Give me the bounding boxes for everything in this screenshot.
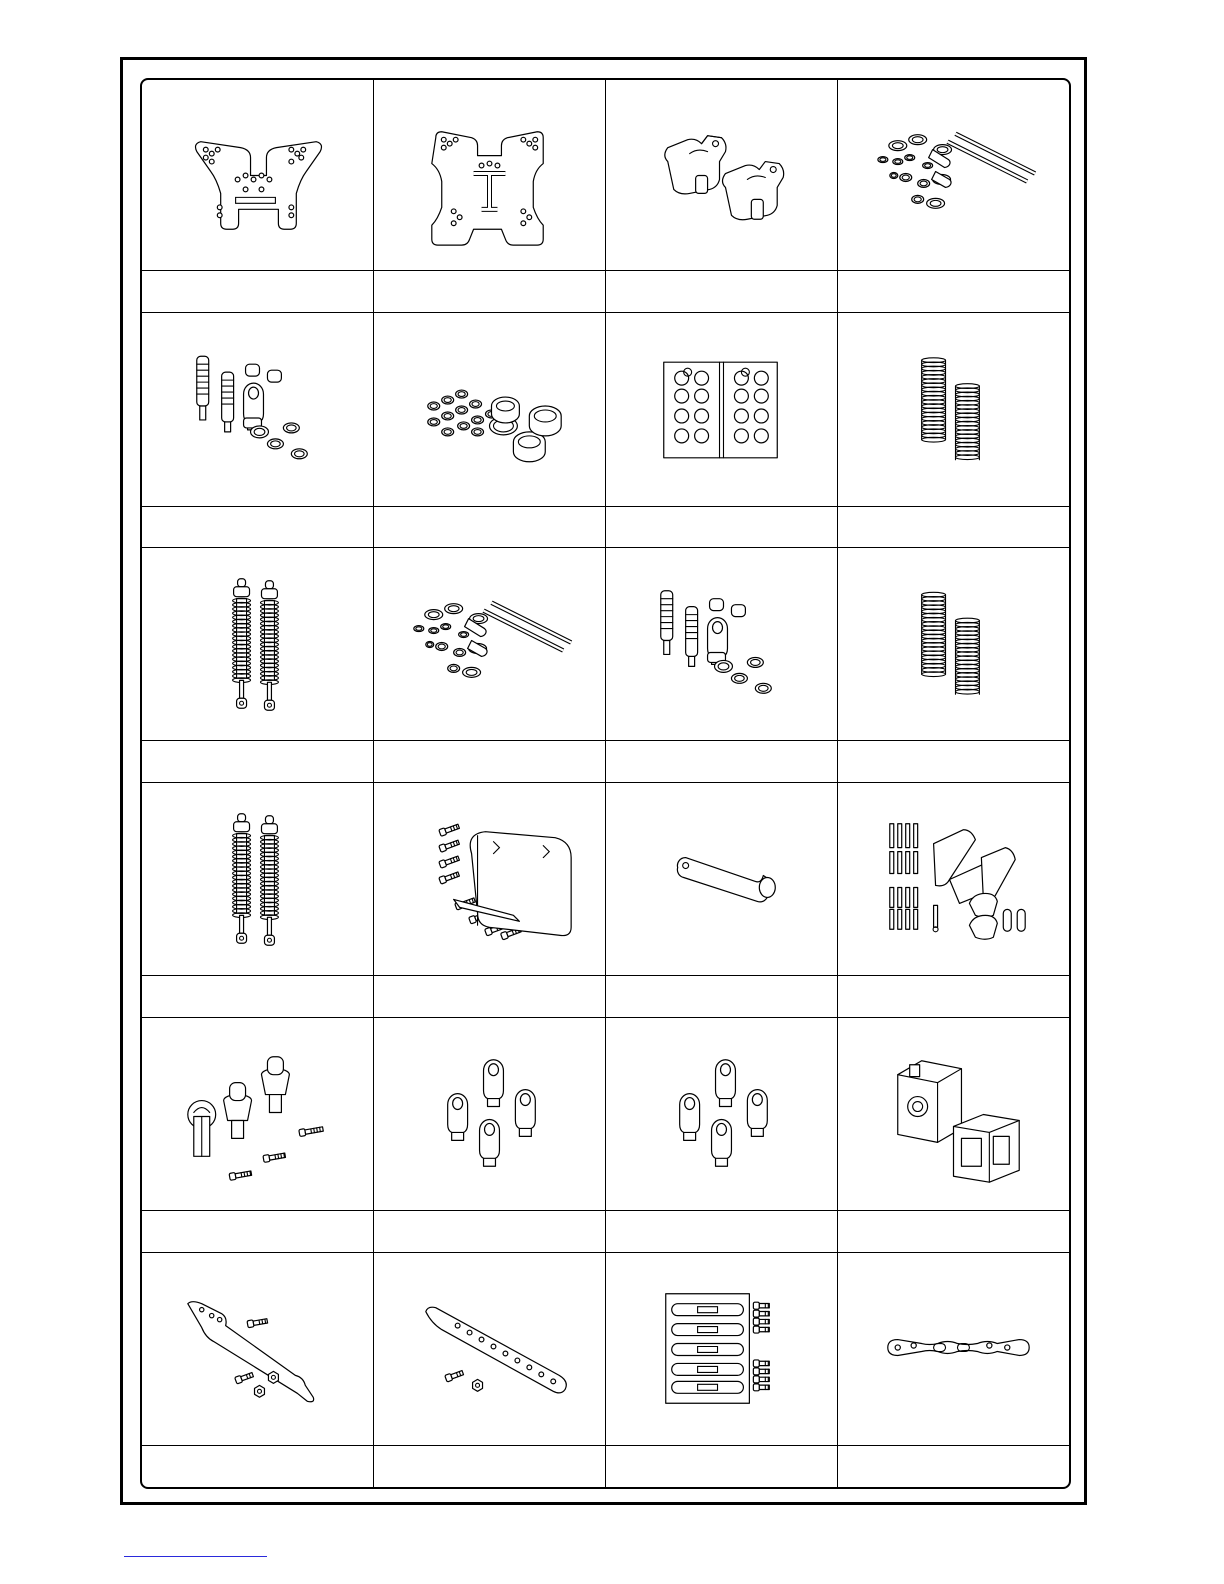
part-label-cell <box>606 1211 838 1253</box>
suspension-brace-plate-icon <box>838 1253 1069 1445</box>
shock-shaft-set-icon <box>838 80 1069 270</box>
footer-link-underline[interactable] <box>124 1556 267 1557</box>
parts-grid <box>142 80 1069 1487</box>
part-image-cell <box>606 783 838 976</box>
part-image-cell <box>142 80 374 271</box>
part-image-cell <box>606 548 838 741</box>
part-label-cell <box>142 1211 374 1253</box>
part-image-cell <box>142 1253 374 1446</box>
shock-body-caps-icon <box>142 313 373 506</box>
part-image-cell <box>142 548 374 741</box>
part-label-cell <box>838 271 1069 313</box>
motor-guard-screws-icon <box>374 783 605 975</box>
parts-table <box>140 78 1071 1489</box>
part-label-cell <box>606 741 838 783</box>
part-image-cell <box>606 1253 838 1446</box>
part-label-cell <box>374 1211 606 1253</box>
part-label-cell <box>606 507 838 548</box>
part-image-cell <box>142 1018 374 1211</box>
servo-saver-arm-icon <box>606 783 837 975</box>
shock-tower-front-icon <box>142 80 373 270</box>
part-label-cell <box>374 271 606 313</box>
part-image-cell <box>606 1018 838 1211</box>
part-image-cell <box>838 313 1069 507</box>
battery-strap-tree-icon <box>606 1253 837 1445</box>
shock-tower-rear-icon <box>374 80 605 270</box>
shock-mount-blocks-icon <box>606 80 837 270</box>
part-image-cell <box>838 1253 1069 1446</box>
part-label-cell <box>838 507 1069 548</box>
part-label-cell <box>838 741 1069 783</box>
part-image-cell <box>374 80 606 271</box>
part-label-cell <box>142 271 374 313</box>
part-image-cell <box>838 80 1069 271</box>
part-label-cell <box>838 1211 1069 1253</box>
part-image-cell <box>606 313 838 507</box>
part-image-cell <box>838 1018 1069 1211</box>
part-image-cell <box>142 313 374 507</box>
part-image-cell <box>838 548 1069 741</box>
part-label-cell <box>374 1446 606 1487</box>
part-image-cell <box>374 313 606 507</box>
part-image-cell <box>374 1253 606 1446</box>
shock-spring-set-icon <box>838 548 1069 740</box>
part-label-cell <box>838 1446 1069 1487</box>
shock-assembly-pair-icon <box>142 783 373 975</box>
part-image-cell <box>374 1018 606 1211</box>
body-post-mounts-icon <box>142 1018 373 1210</box>
shock-o-rings-icon <box>374 313 605 506</box>
part-label-cell <box>606 1446 838 1487</box>
part-label-cell <box>374 507 606 548</box>
part-label-cell <box>142 976 374 1018</box>
shock-assembly-pair-icon <box>142 548 373 740</box>
part-image-cell <box>838 783 1069 976</box>
part-label-cell <box>142 741 374 783</box>
part-label-cell <box>606 976 838 1018</box>
shock-piston-tree-icon <box>606 313 837 506</box>
part-image-cell <box>606 80 838 271</box>
ball-cups-icon <box>374 1018 605 1210</box>
gearbox-housing-icon <box>838 1018 1069 1210</box>
chassis-brace-left-icon <box>142 1253 373 1445</box>
part-image-cell <box>142 783 374 976</box>
part-image-cell <box>374 548 606 741</box>
part-label-cell <box>606 271 838 313</box>
shock-body-caps-icon <box>606 548 837 740</box>
ball-cups-icon <box>606 1018 837 1210</box>
part-label-cell <box>142 507 374 548</box>
part-label-cell <box>838 976 1069 1018</box>
part-label-cell <box>374 976 606 1018</box>
part-image-cell <box>374 783 606 976</box>
bulkhead-screws-icon <box>838 783 1069 975</box>
chassis-brace-right-icon <box>374 1253 605 1445</box>
part-label-cell <box>142 1446 374 1487</box>
part-label-cell <box>374 741 606 783</box>
shock-shaft-set-icon <box>374 548 605 740</box>
shock-spring-set-icon <box>838 313 1069 506</box>
